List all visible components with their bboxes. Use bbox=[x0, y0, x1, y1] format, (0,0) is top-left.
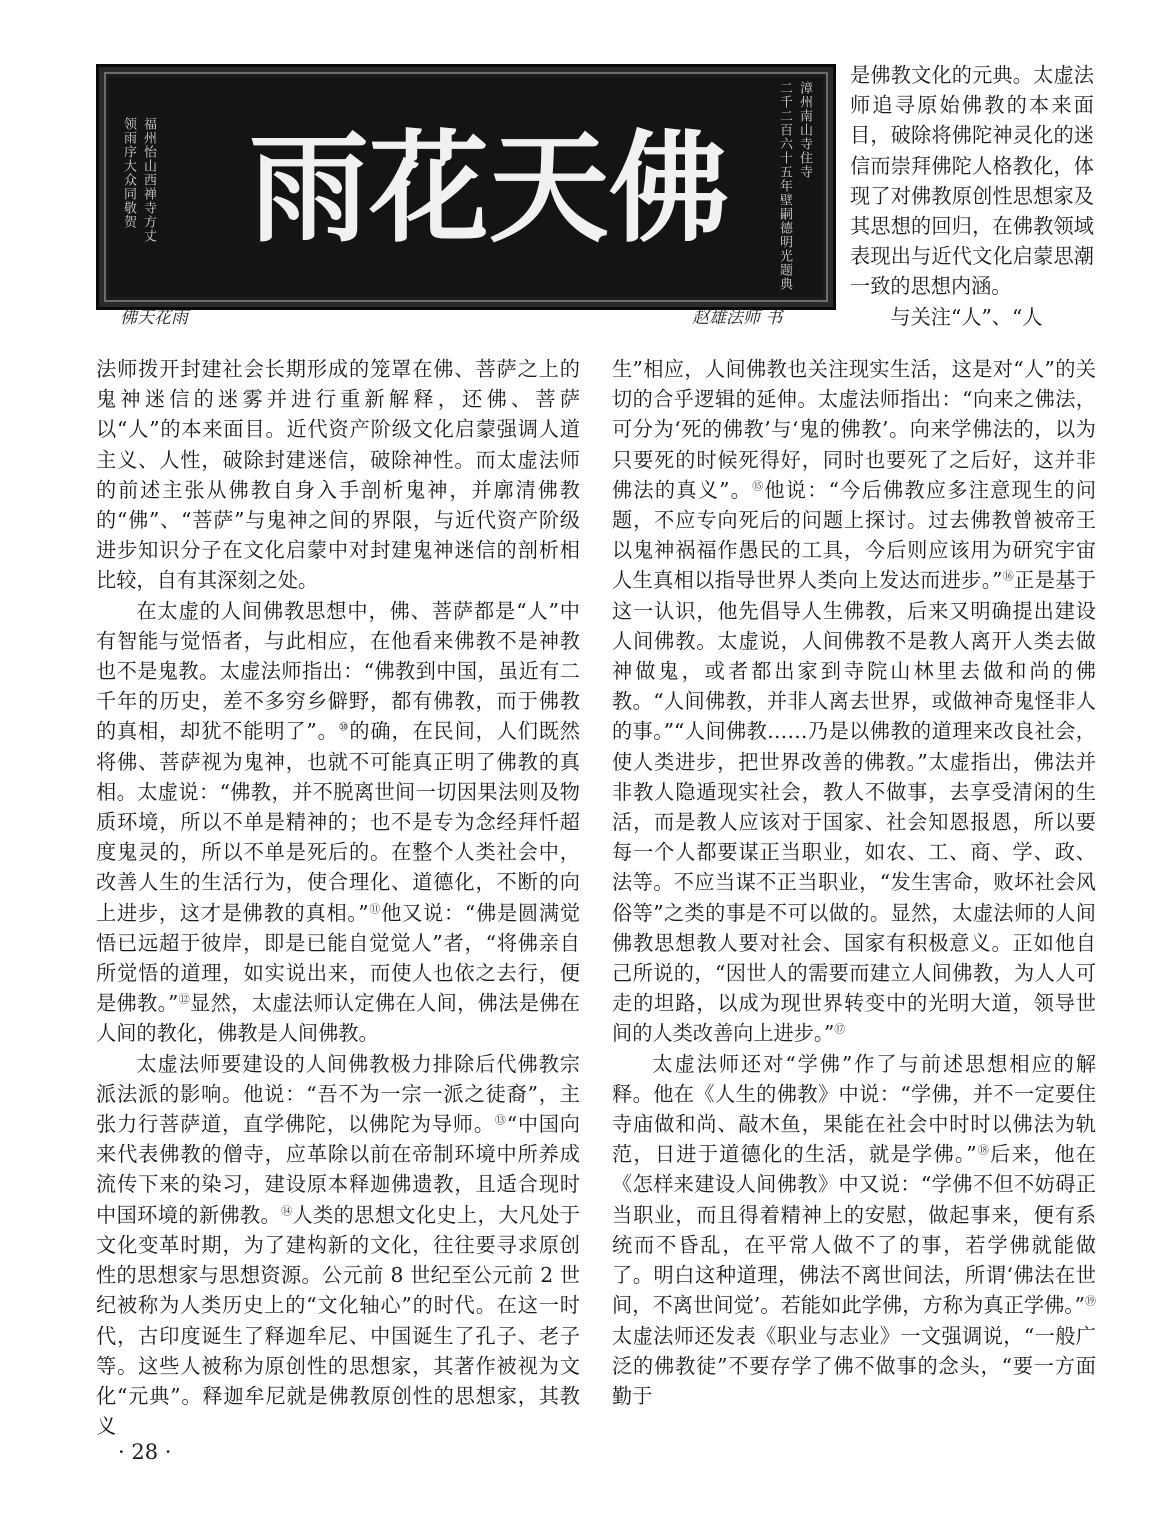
footnote-ref: ⑬ bbox=[494, 1113, 507, 1127]
paragraph: 法师拨开封建社会长期形成的笼罩在佛、菩萨之上的鬼神迷信的迷雾并进行重新解释，还佛、菩萨以“人”的本来面目。近代资产阶级文化启蒙强调人道主义、人性，破除封建迷信，破除神性。而太虚法师的前述主张从佛教自身入手剖析鬼神，并廓清佛教的“佛”、“菩萨”与鬼神之间的界限，与近代资产阶级进步知识分子在文化启蒙中对封建鬼神迷信的剖析相比较，自有其深刻之处。 bbox=[96, 357, 580, 593]
plaque-char-3: 花 bbox=[369, 118, 489, 259]
footnote-ref: ⑱ bbox=[976, 1143, 991, 1157]
text-run: 人类的思想文化史上，大凡处于文化变革时期，为了建构新的文化，往往要寻求原创性的思想家与思想资源。公元前 8 世纪至公元前 2 世纪被称为人类历史上的“文化轴心”的时代。在这一时代，古印度诞生了释迦牟尼、中国诞生了孔子、老子等。这些人被称为原创性的思想家，其著作被视为文化“元典”。释迦牟尼就是佛教原创性的思想家，其教义 bbox=[96, 1202, 580, 1439]
paragraph bbox=[612, 354, 1096, 1049]
plaque-char-2: 天 bbox=[489, 118, 609, 259]
footnote-ref: ⑩ bbox=[338, 720, 350, 734]
footnote-ref: ⑰ bbox=[834, 1022, 846, 1036]
plaque-left-inscription-1: 福州怡山西禅寺方丈 bbox=[141, 117, 156, 243]
plaque-char-1: 佛 bbox=[609, 118, 729, 259]
plaque-left-inscription-2: 领雨序大众同敬贺 bbox=[121, 117, 136, 229]
calligraphy-plaque bbox=[96, 64, 836, 310]
paragraph: 是佛教文化的元典。太虚法师追寻原始佛教的本来面目，破除将佛陀神灵化的迷信而崇拜佛陀人格教化，体现了对佛教原创性思想家及其思想的回归，在佛教领域表现出与近代文化启蒙思潮一致的思想内涵。 bbox=[850, 63, 1094, 299]
text-run: 他又说：“佛是圆满觉悟已远超于彼岸，即是已能自觉觉人”者，“将佛亲自所觉悟的道理，如实说出来，而使人也依之去行，便是佛教。” bbox=[96, 900, 581, 1016]
paragraph: 与关注“人”、“人 bbox=[890, 304, 1043, 329]
text-run: 生”相应，人间佛教也关注现实生活，这是对“人”的关切的合乎逻辑的延伸。太虚法师指出：“向来之佛法，可分为‘死的佛教’与‘鬼的佛教’。向来学佛法的，以为只要死的时候死得好，同时也要死了之后好，这并非佛法的真义”。 bbox=[612, 357, 1096, 502]
footnote-ref: ⑫ bbox=[178, 992, 191, 1006]
plaque-char-4: 雨 bbox=[249, 118, 369, 259]
text-run: 太虚法师还发表《职业与志业》一文强调说，“一般广泛的佛教徒”不要存学了佛不做事的念头，“要一方面勤于 bbox=[612, 1323, 1096, 1408]
text-run: 太虚法师还对“学佛”作了与前述思想相应的解释。他在《人生的佛教》中说：“学佛，并不一定要住寺庙做和尚、敲木鱼，果能在社会中时时以佛法为轨范，日进于道德化的生活，就是学佛。” bbox=[612, 1051, 1096, 1167]
left-column bbox=[96, 354, 580, 1441]
figure-caption-left: 佛天花雨 bbox=[120, 308, 188, 328]
plaque-main-text bbox=[249, 109, 729, 269]
text-run: 显然，太虚法师认定佛在人间，佛法是佛在人间的教化，佛教是人间佛教。 bbox=[96, 991, 580, 1046]
text-run: 正是基于这一认识，他先倡导人生佛教，后来又明确提出建设人间佛教。太虚说，人间佛教不是教人离开人类去做神做鬼，或者都出家到寺院山林里去做和尚的佛教。“人间佛教，并非人离去世界，或做神奇鬼怪非人的事。”“人间佛教……乃是以佛教的道理来改良社会，使人类进步，把世界改善的佛教。”太虚指出，佛法并非教人隐遁现实社会，教人不做事，去享受清闲的生活，而是教人应该对于国家、社会知恩报恩，所以要每一个人都要谋正当职业，如农、工、商、学、政、法等。不应当谋不正当职业，“发生害命，败坏社会风俗等”之类的事是不可以做的。显然，太虚法师的人间佛教思想教人要对社会、国家有积极意义。正如他自己所说的，“因世人的需要而建立人间佛教，为人人可走的坦路，以成为现世界转变中的光明大道，领导世间的人类改善向上进步。” bbox=[612, 568, 1096, 1046]
text-run: “中国向来代表佛教的僧寺，应革除以前在帝制环境中所养成流传下来的染习，建设原本释迦佛遗教，且适合现时中国环境的新佛教。 bbox=[96, 1112, 580, 1227]
page-number: · 28 · bbox=[118, 1440, 172, 1464]
text-run: 后来，他在《怎样来建设人间佛教》中又说：“学佛不但不妨碍正当职业，而且得着精神上的安慰，做起事来，便有系统而不昏乱，在平常人做不了的事，若学佛就能做了。明白这种道理，佛法不离世间法，所谓‘佛法在世间，不离世间觉’。若能如此学佛，方称为真正学佛。” bbox=[612, 1142, 1096, 1318]
text-run: 在太虚的人间佛教思想中，佛、菩萨都是“人”中有智能与觉悟者，与此相应，在他看来佛教不是神教也不是鬼教。太虚法师指出：“佛教到中国，虽近有二千年的历史，差不多穷乡僻野，都有佛教，而于佛教的真相，却犹不能明了”。 bbox=[96, 598, 580, 744]
figure-caption-right: 赵雄法师 书 bbox=[692, 308, 783, 328]
text-run: 的确，在民间，人们既然将佛、菩萨视为鬼神，也就不可能真正明了佛教的真相。太虚说：“佛教，并不脱离世间一切因果法则及物质环境，所以不单是精神的；也不是专为念经拜忏超度鬼灵的，所以不单是死后的。在整个人类社会中，改善人生的生活行为，使合理化、道德化，不断的向上进步，这才是佛教的真相。” bbox=[96, 719, 580, 925]
footnote-ref: ⑲ bbox=[1084, 1294, 1097, 1308]
text-run: 太虚法师要建设的人间佛教极力排除后代佛教宗派法派的影响。他说：“吾不为一宗一派之徒裔”，主张力行菩萨道，直学佛陀，以佛陀为导师。 bbox=[96, 1051, 580, 1137]
text-run: 他说：“今后佛教应多注意现生的问题，不应专向死后的问题上探讨。过去佛教曾被帝王以鬼神祸福作愚民的工具，今后则应该用为研究宇宙人生真相以指导世界人类向上发达而进步。” bbox=[612, 477, 1097, 593]
footnote-ref: ⑭ bbox=[281, 1203, 293, 1217]
footnote-ref: ⑯ bbox=[1002, 569, 1015, 583]
paragraph bbox=[612, 1049, 1096, 1411]
footnote-ref: ⑪ bbox=[368, 901, 382, 915]
right-column bbox=[612, 354, 1096, 1411]
paragraph bbox=[96, 1049, 580, 1442]
plaque-right-inscription-1: 漳州南山寺住寺 bbox=[797, 81, 812, 179]
footnote-ref: ⑮ bbox=[752, 479, 765, 493]
plaque-right-inscription-2: 二千二百六十五年壁嗣德明光题典 bbox=[777, 81, 792, 291]
right-top-text bbox=[850, 60, 1094, 332]
paragraph bbox=[96, 596, 580, 1049]
